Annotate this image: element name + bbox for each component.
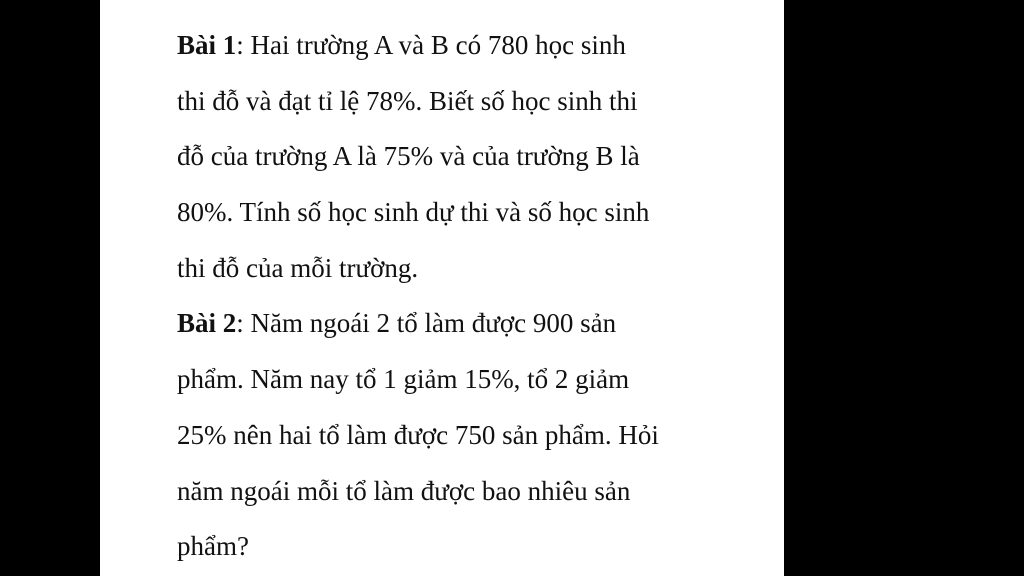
problem-1-line-1: [177, 18, 777, 74]
problem-2-text: : Năm ngoái 2 tổ làm được 900 sản: [236, 308, 617, 339]
problem-2-line-4: năm ngoái mỗi tổ làm được bao nhiêu sản: [177, 475, 631, 506]
problem-2-line-3: 25% nên hai tổ làm được 750 sản phẩm. Hỏi: [177, 419, 659, 450]
problem-1-line-2: thi đỗ và đạt tỉ lệ 78%. Biết số học sinh thi: [177, 85, 638, 116]
problem-2-line-1: [177, 296, 777, 352]
problem-1: [177, 18, 777, 296]
problem-1-line-3: đỗ của trường A là 75% và của trường B là: [177, 141, 640, 172]
problem-1-label: Bài 1: [177, 30, 237, 60]
document-content: [177, 18, 777, 575]
document-page: [100, 0, 784, 576]
problem-1-line-4: 80%. Tính số học sinh dự thi và số học sinh: [177, 197, 650, 228]
problem-2-line-2: phẩm. Năm nay tổ 1 giảm 15%, tổ 2 giảm: [177, 364, 630, 395]
problem-1-text: : Hai trường A và B có 780 học sinh: [236, 30, 626, 60]
problem-2-label: Bài 2: [177, 308, 237, 339]
problem-2-line-5: phẩm?: [177, 531, 249, 562]
problem-1-line-5: thi đỗ của mỗi trường.: [177, 252, 419, 283]
problem-2: [177, 296, 777, 574]
